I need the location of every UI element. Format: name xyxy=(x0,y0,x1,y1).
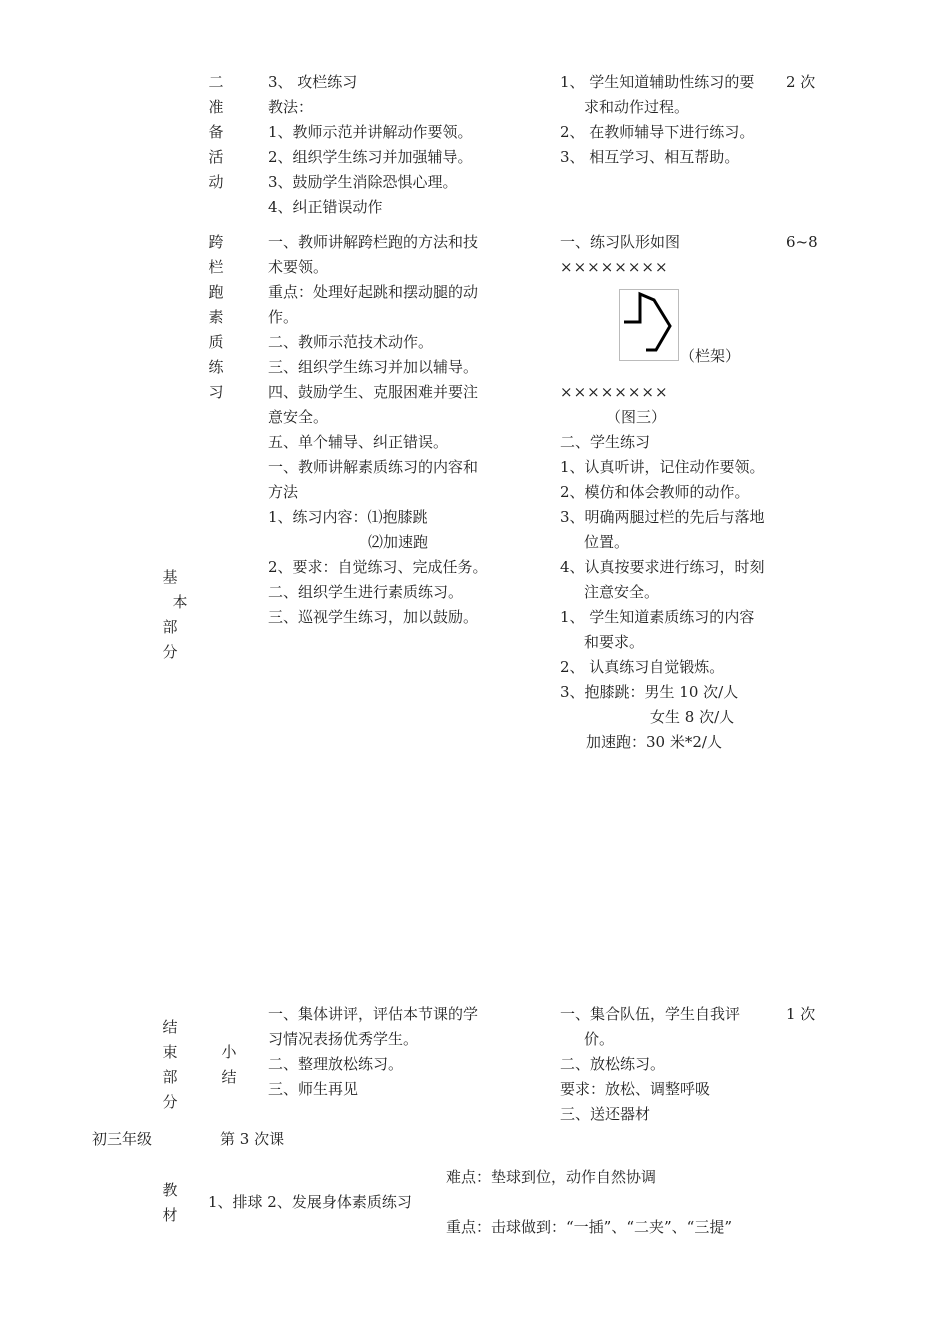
key-point: 重点：击球做到：“一插”、“二夹”、“三提” xyxy=(446,1218,733,1236)
lesson-number: 第 3 次课 xyxy=(220,1130,285,1148)
end-part-label: 结 束 部 分 xyxy=(162,1018,178,1111)
grade-label: 初三年级 xyxy=(92,1130,153,1148)
end-count: 1 次 xyxy=(786,1005,816,1023)
prep-student-activities: 1、 学生知道辅助性练习的要 求和动作过程。 2、 在教师辅导下进行练习。 3、 相互学习、相互帮助。 xyxy=(560,73,755,166)
main-side-label: 跨 栏 跑 素 质 练 习 xyxy=(208,233,224,401)
prep-count: 2 次 xyxy=(786,73,816,91)
prep-teacher-methods: 3、 攻栏练习 教法： 1、教师示范并讲解动作要领。 2、组织学生练习并加强辅导。 3、鼓励学生消除恐惧心理。 4、纠正错误动作 xyxy=(268,73,473,216)
main-student-activities: 二、学生练习 1、认真听讲，记住动作要领。 2、模仿和体会教师的动作。 3、明确两腿过栏的先后与落地 位置。 4、认真按要求进行练习，时刻 注意安全。 1、 学生知道素质练习的内容 和要求。 2、 认真练习自觉锻炼。 3、抱膝跳：男生 10 次/人 女生 8 次/人 加速跑：30 米*2/人 xyxy=(560,433,765,751)
end-side-label: 小 结 xyxy=(221,1043,237,1086)
hurdle-caption: （栏架） xyxy=(680,347,741,365)
main-part-label: 基 本 部 分 xyxy=(162,568,188,661)
difficulty-point: 难点：垫球到位，动作自然协调 xyxy=(446,1168,657,1186)
material-content: 1、排球 2、发展身体素质练习 xyxy=(208,1193,412,1211)
formation-row-bottom: ×××××××× xyxy=(560,383,669,401)
end-teacher-methods: 一、集体讲评，评估本节课的学 习情况表扬优秀学生。 二、整理放松练习。 三、师生再见 xyxy=(268,1005,479,1098)
formation-title: 一、练习队形如图 xyxy=(560,233,681,251)
hurdle-figure xyxy=(619,289,679,361)
formation-row-top: ×××××××× xyxy=(560,258,669,276)
hurdle-icon xyxy=(620,290,678,360)
main-count: 6~8 xyxy=(786,233,818,251)
main-teacher-methods: 一、教师讲解跨栏跑的方法和技 术要领。 重点：处理好起跳和摆动腿的动 作。 二、教师示范技术动作。 三、组织学生练习并加以辅导。 四、鼓励学生、克服困难并要注 意安全。 五、单个辅导、纠正错误。 一、教师讲解素质练习的内容和 方法 1、练习内容：⑴抱膝跳 ⑵加速跑 2、要求：自觉练习、完成任务。 二、组织学生进行素质练习。 三、巡视学生练习，加以鼓励。 xyxy=(268,233,488,626)
prep-side-label: 二 准 备 活 动 xyxy=(208,73,224,191)
end-student-activities: 一、集合队伍，学生自我评 价。 二、放松练习。 要求：放松、调整呼吸 三、送还器材 xyxy=(560,1005,741,1123)
material-label: 教 材 xyxy=(162,1181,178,1224)
figure-caption: （图三） xyxy=(606,408,667,426)
